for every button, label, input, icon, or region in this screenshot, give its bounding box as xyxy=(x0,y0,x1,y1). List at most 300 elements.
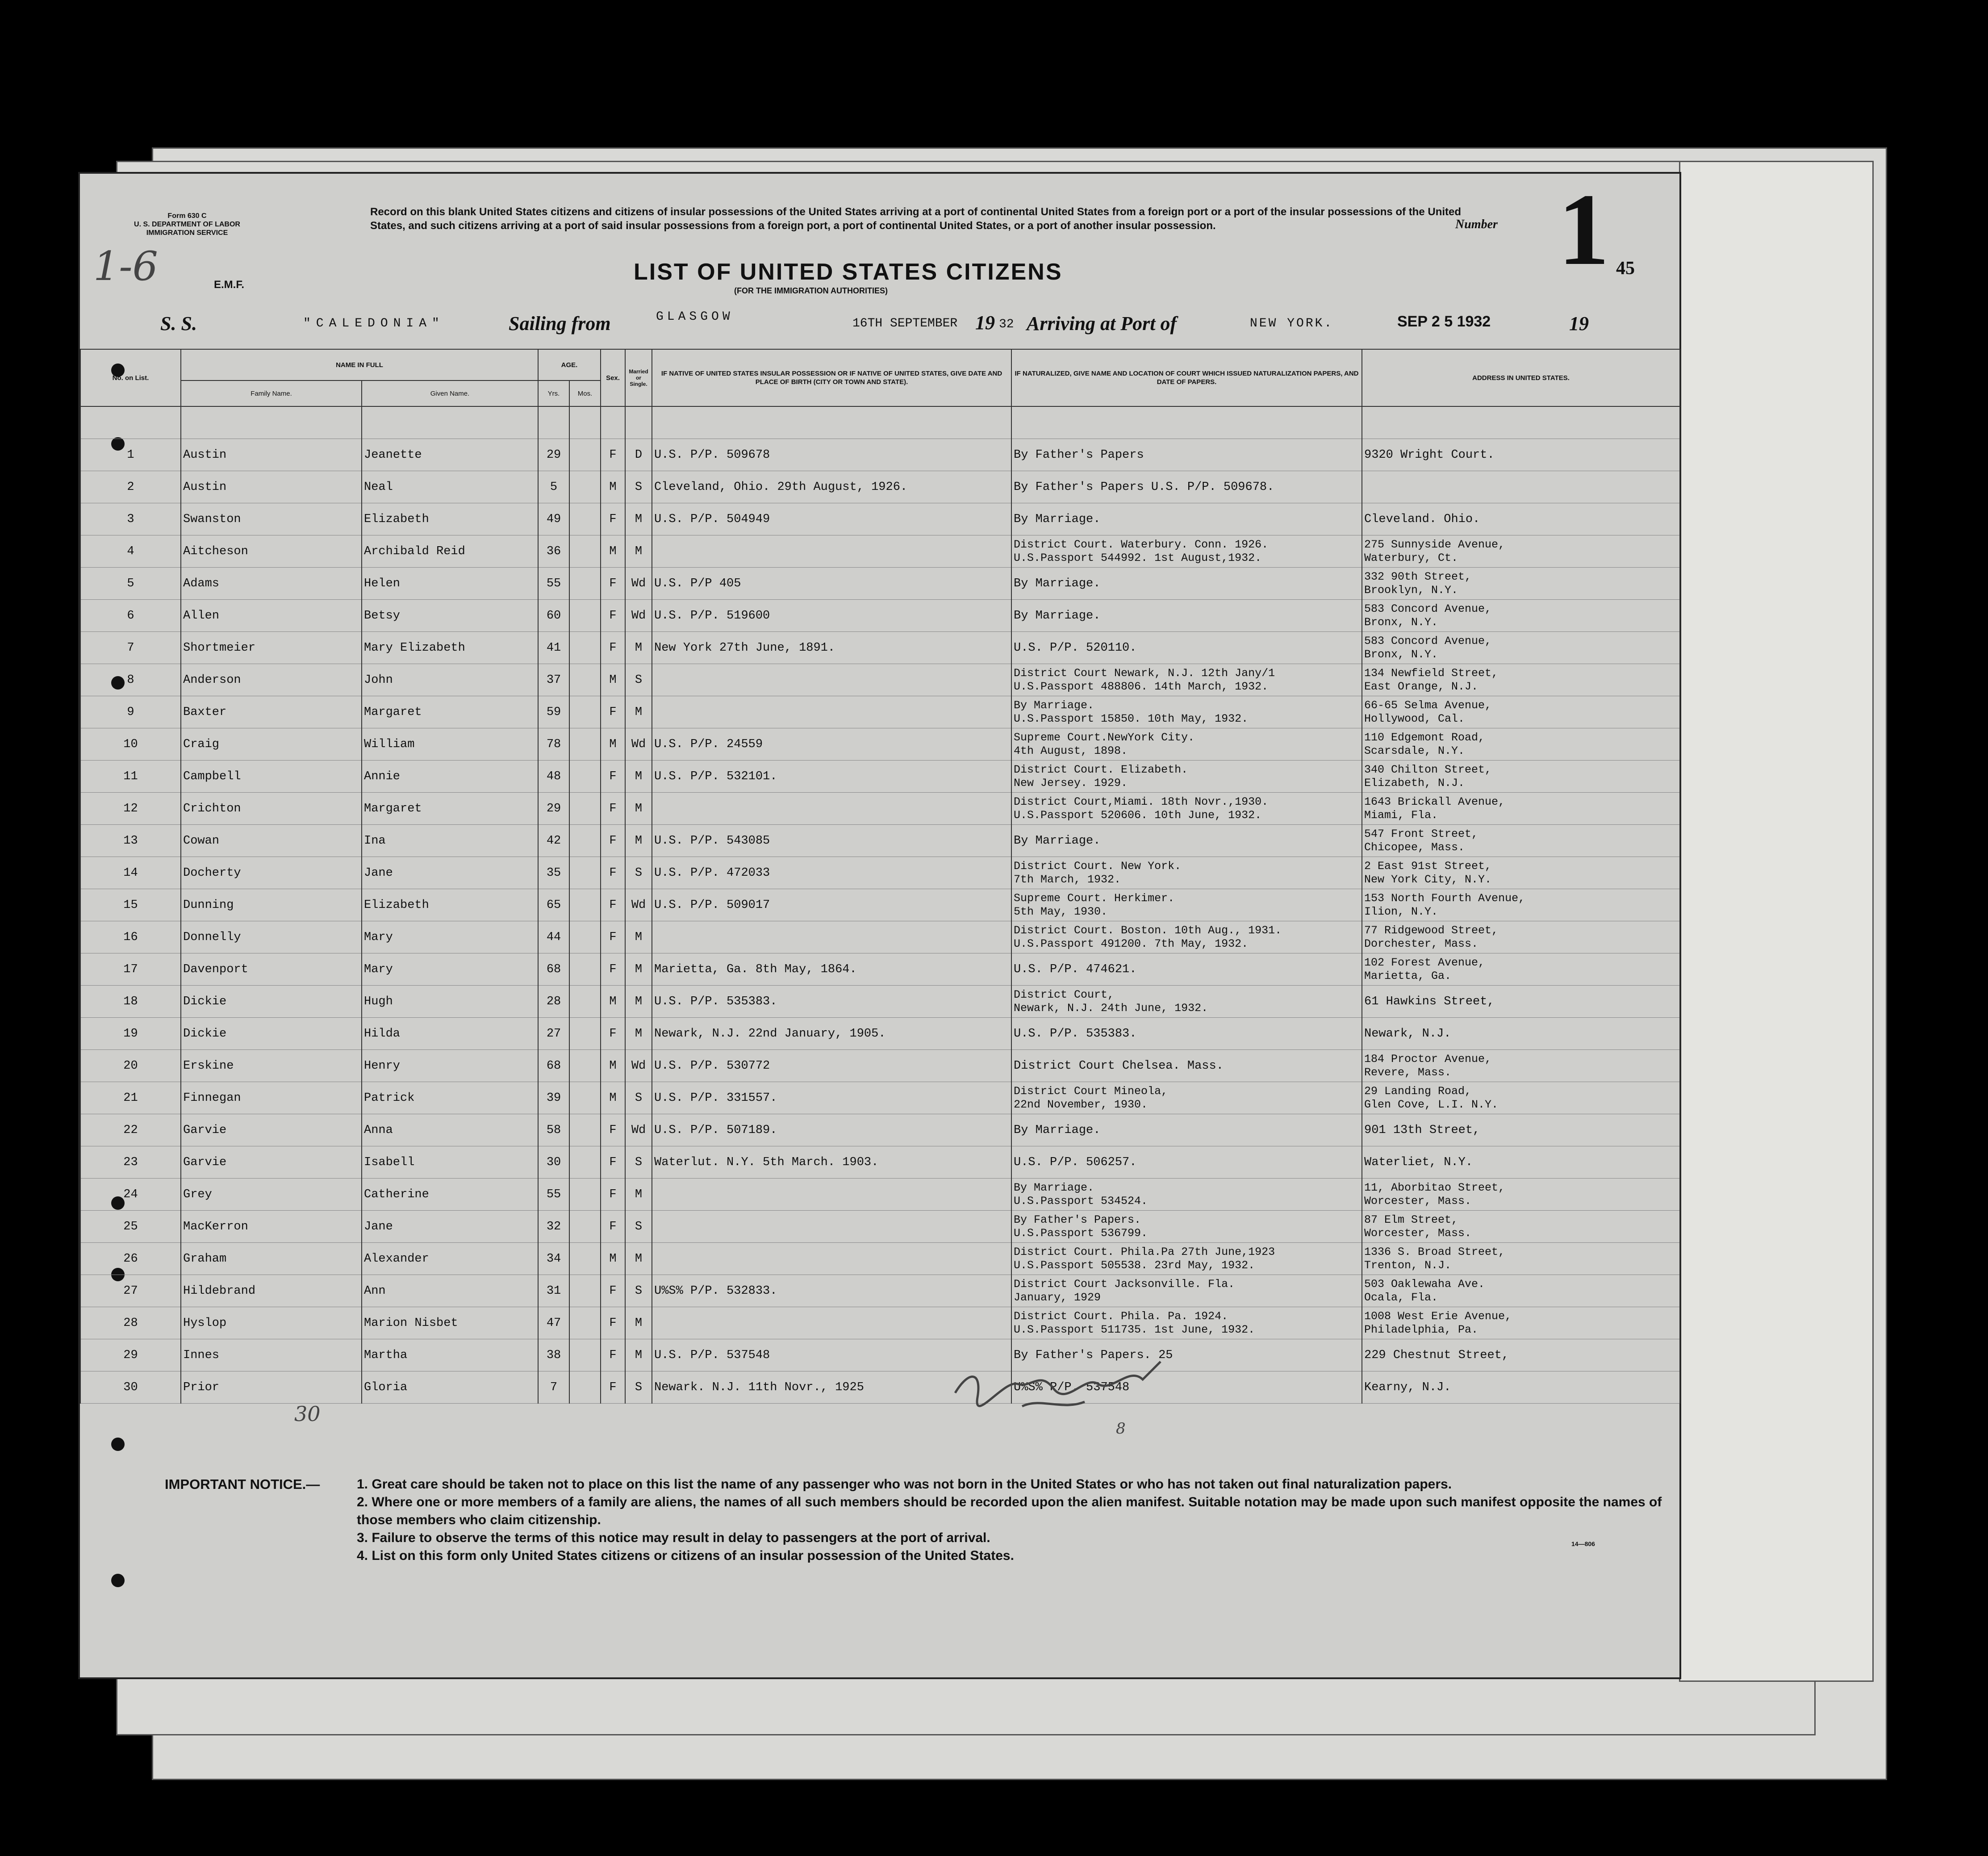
age-years: 47 xyxy=(538,1307,569,1339)
naturalization-info xyxy=(1011,1211,1362,1243)
naturalization-info-line: 7th March, 1932. xyxy=(1014,873,1121,886)
marital-status: S xyxy=(625,1211,652,1243)
initials: E.M.F. xyxy=(214,279,245,291)
sex: F xyxy=(601,1114,625,1146)
given-name: Ina xyxy=(362,825,538,857)
sailing-from-label: Sailing from xyxy=(509,313,611,334)
form-number: Form 630 C xyxy=(167,212,207,220)
family-name: Garvie xyxy=(181,1146,362,1179)
row-number: 7 xyxy=(80,632,181,664)
family-name: Dickie xyxy=(181,986,362,1018)
arriving-label: Arriving at Port of xyxy=(1027,313,1177,334)
age-years: 30 xyxy=(538,1146,569,1179)
naturalization-info: U.S. P/P. 474621. xyxy=(1011,953,1362,986)
given-name: Jane xyxy=(362,857,538,889)
birth-info xyxy=(652,921,1011,953)
address-line: Waterbury, Ct. xyxy=(1364,551,1458,564)
birth-info xyxy=(652,1243,1011,1275)
naturalization-info-line: U.S.Passport 511735. 1st June, 1932. xyxy=(1014,1323,1255,1336)
naturalization-info-line: U.S.Passport 534524. xyxy=(1014,1194,1148,1208)
age-years: 37 xyxy=(538,664,569,696)
row-number: 6 xyxy=(80,600,181,632)
age-years: 29 xyxy=(538,793,569,825)
address-line: 66-65 Selma Avenue, xyxy=(1364,698,1492,712)
row-number: 4 xyxy=(80,535,181,568)
naturalization-info-line: District Court. Waterbury. Conn. 1926. xyxy=(1014,538,1269,551)
age-months xyxy=(569,889,601,921)
address xyxy=(1362,921,1680,953)
number-label: Number xyxy=(1455,217,1498,231)
address xyxy=(1362,825,1680,857)
address xyxy=(1362,1307,1680,1339)
birth-info xyxy=(652,696,1011,728)
naturalization-info-line: U.S.Passport 520606. 10th June, 1932. xyxy=(1014,808,1262,822)
address-line: Glen Cove, L.I. N.Y. xyxy=(1364,1098,1499,1111)
address-line: Hollywood, Cal. xyxy=(1364,712,1465,725)
marital-status: M xyxy=(625,535,652,568)
naturalization-info: District Court Chelsea. Mass. xyxy=(1011,1050,1362,1082)
arrival-date-stamp: SEP 2 5 1932 xyxy=(1397,313,1491,330)
family-name: Austin xyxy=(181,439,362,471)
marital-status: S xyxy=(625,471,652,503)
age-years: 36 xyxy=(538,535,569,568)
address-line: 583 Concord Avenue, xyxy=(1364,602,1492,615)
notice-item: 3. Failure to observe the terms of this notice may result in delay to passengers at the port of arrival. xyxy=(357,1530,990,1545)
family-name: Donnelly xyxy=(181,921,362,953)
table-row xyxy=(80,825,1680,857)
year-prefix: 19 xyxy=(975,312,995,334)
marital-status: M xyxy=(625,632,652,664)
family-name: Grey xyxy=(181,1179,362,1211)
notice-items xyxy=(357,1476,1674,1565)
naturalization-info xyxy=(1011,1275,1362,1307)
address xyxy=(1362,535,1680,568)
naturalization-info-line: District Court,Miami. 18th Novr.,1930. xyxy=(1014,795,1269,808)
given-name: Margaret xyxy=(362,696,538,728)
address-line: 153 North Fourth Avenue, xyxy=(1364,891,1525,905)
address xyxy=(1362,1082,1680,1114)
birth-info: Cleveland, Ohio. 29th August, 1926. xyxy=(652,471,1011,503)
given-name: Anna xyxy=(362,1114,538,1146)
address-line: Elizabeth, N.J. xyxy=(1364,776,1465,790)
row-number: 19 xyxy=(80,1018,181,1050)
birth-info: U.S. P/P. 24559 xyxy=(652,728,1011,761)
birth-info: U.S. P/P. 509017 xyxy=(652,889,1011,921)
row-number: 25 xyxy=(80,1211,181,1243)
given-name: Mary Elizabeth xyxy=(362,632,538,664)
table-row xyxy=(80,1307,1680,1339)
age-months xyxy=(569,825,601,857)
age-years: 68 xyxy=(538,953,569,986)
naturalization-info-line: By Marriage. xyxy=(1014,698,1094,712)
marital-status: Wd xyxy=(625,600,652,632)
age-months xyxy=(569,1082,601,1114)
address: Newark, N.J. xyxy=(1362,1018,1680,1050)
address-line: East Orange, N.J. xyxy=(1364,680,1478,693)
age-months xyxy=(569,1018,601,1050)
row-number: 14 xyxy=(80,857,181,889)
naturalization-info-line: January, 1929 xyxy=(1014,1291,1101,1304)
birth-info: U.S. P/P. 472033 xyxy=(652,857,1011,889)
age-months xyxy=(569,1114,601,1146)
marital-status: S xyxy=(625,1275,652,1307)
sex: F xyxy=(601,761,625,793)
address: 229 Chestnut Street, xyxy=(1362,1339,1680,1371)
naturalization-info-line: U.S.Passport 15850. 10th May, 1932. xyxy=(1014,712,1249,725)
age-months xyxy=(569,1243,601,1275)
address-line: Philadelphia, Pa. xyxy=(1364,1323,1478,1336)
birth-info: New York 27th June, 1891. xyxy=(652,632,1011,664)
address xyxy=(1362,1211,1680,1243)
age-years: 35 xyxy=(538,857,569,889)
table-row xyxy=(80,1082,1680,1114)
address-line: 134 Newfield Street, xyxy=(1364,666,1499,680)
age-years: 39 xyxy=(538,1082,569,1114)
birth-info: U.S. P/P. 507189. xyxy=(652,1114,1011,1146)
naturalization-info: By Father's Papers U.S. P/P. 509678. xyxy=(1011,471,1362,503)
family-name: Davenport xyxy=(181,953,362,986)
address-line: Bronx, N.Y. xyxy=(1364,648,1438,661)
marital-status: Wd xyxy=(625,1114,652,1146)
address xyxy=(1362,664,1680,696)
arrival-port: NEW YORK. xyxy=(1250,317,1334,330)
age-months xyxy=(569,1050,601,1082)
header-no: No. on List. xyxy=(80,349,181,406)
form-code: 14—806 xyxy=(1571,1540,1595,1547)
row-number: 11 xyxy=(80,761,181,793)
address-line: 110 Edgemont Road, xyxy=(1364,731,1485,744)
address-line: Dorchester, Mass. xyxy=(1364,937,1478,950)
address-line: 503 Oaklewaha Ave. xyxy=(1364,1277,1485,1291)
voyage-line xyxy=(80,174,1679,352)
departure-year: 32 xyxy=(999,318,1014,331)
row-number: 3 xyxy=(80,503,181,535)
address: Kearny, N.J. xyxy=(1362,1371,1680,1404)
age-years: 5 xyxy=(538,471,569,503)
birth-info: Waterlut. N.Y. 5th March. 1903. xyxy=(652,1146,1011,1179)
ship-name: "CALEDONIA" xyxy=(303,317,445,330)
table-row xyxy=(80,1211,1680,1243)
age-months xyxy=(569,1211,601,1243)
marital-status: M xyxy=(625,1018,652,1050)
given-name: Isabell xyxy=(362,1146,538,1179)
birth-info: Newark. N.J. 11th Novr., 1925 xyxy=(652,1371,1011,1404)
given-name: John xyxy=(362,664,538,696)
age-years: 29 xyxy=(538,439,569,471)
address xyxy=(1362,728,1680,761)
age-years: 68 xyxy=(538,1050,569,1082)
birth-info: U.S. P/P. 519600 xyxy=(652,600,1011,632)
sex: M xyxy=(601,664,625,696)
list-number: 1 xyxy=(1558,172,1609,286)
age-months xyxy=(569,1339,601,1371)
birth-info xyxy=(652,1211,1011,1243)
header-sex: Sex. xyxy=(601,349,625,406)
address: 901 13th Street, xyxy=(1362,1114,1680,1146)
department-name: U. S. DEPARTMENT OF LABOR xyxy=(134,221,240,228)
birth-info: U.S. P/P 405 xyxy=(652,568,1011,600)
table-row xyxy=(80,953,1680,986)
header-name-in-full: NAME IN FULL xyxy=(181,349,538,380)
naturalization-info-line: Newark, N.J. 24th June, 1932. xyxy=(1014,1001,1208,1015)
naturalization-info: By Marriage. xyxy=(1011,1114,1362,1146)
naturalization-info-line: District Court Mineola, xyxy=(1014,1084,1168,1098)
header-years: Yrs. xyxy=(538,380,569,406)
address: Cleveland. Ohio. xyxy=(1362,503,1680,535)
service-name: IMMIGRATION SERVICE xyxy=(146,229,228,237)
address xyxy=(1362,600,1680,632)
row-number: 1 xyxy=(80,439,181,471)
header-instruction: Record on this blank United States citizens and citizens of insular possessions of the United States arriving at a port of continental United States from a foreign port or a port of the insular possessions of the United States, and such citizens arriving at a port of said insular possessions from a foreign port, a port of continental United States, or a port of another insular possession. xyxy=(370,206,1462,232)
sex: F xyxy=(601,793,625,825)
header-married-single: Married or Single. xyxy=(625,349,652,406)
notice-label: IMPORTANT NOTICE.— xyxy=(165,1476,320,1492)
family-name: MacKerron xyxy=(181,1211,362,1243)
address: Waterliet, N.Y. xyxy=(1362,1146,1680,1179)
family-name: Anderson xyxy=(181,664,362,696)
punch-hole xyxy=(111,1574,125,1587)
birth-info: U%S% P/P. 532833. xyxy=(652,1275,1011,1307)
table-row xyxy=(80,1114,1680,1146)
page-stack-front xyxy=(1679,161,1874,1682)
age-years: 42 xyxy=(538,825,569,857)
family-name: Swanston xyxy=(181,503,362,535)
naturalization-info xyxy=(1011,1179,1362,1211)
family-name: Docherty xyxy=(181,857,362,889)
header-naturalized: IF NATURALIZED, GIVE NAME AND LOCATION OF COURT WHICH ISSUED NATURALIZATION PAPERS, AND DATE OF PAPERS. xyxy=(1011,349,1362,406)
age-years: 49 xyxy=(538,503,569,535)
address-line: Chicopee, Mass. xyxy=(1364,840,1465,854)
sex: F xyxy=(601,1018,625,1050)
address-line: 1336 S. Broad Street, xyxy=(1364,1245,1505,1258)
age-years: 59 xyxy=(538,696,569,728)
sex: F xyxy=(601,1371,625,1404)
marital-status: S xyxy=(625,1371,652,1404)
marital-status: S xyxy=(625,664,652,696)
sex: F xyxy=(601,1307,625,1339)
family-name: Aitcheson xyxy=(181,535,362,568)
family-name: Crichton xyxy=(181,793,362,825)
row-number: 13 xyxy=(80,825,181,857)
naturalization-info-line: Supreme Court. Herkimer. xyxy=(1014,891,1175,905)
given-name: Catherine xyxy=(362,1179,538,1211)
address: 61 Hawkins Street, xyxy=(1362,986,1680,1018)
birth-info xyxy=(652,793,1011,825)
handwritten-mark: 8 xyxy=(1116,1420,1126,1438)
header-address: ADDRESS IN UNITED STATES. xyxy=(1362,349,1680,406)
age-months xyxy=(569,761,601,793)
notice-item: 1. Great care should be taken not to place on this list the name of any passenger who was not born in the United States or who has not taken out final naturalization papers. xyxy=(357,1477,1452,1492)
sex: F xyxy=(601,600,625,632)
ss-label: S. S. xyxy=(160,313,197,334)
given-name: Margaret xyxy=(362,793,538,825)
given-name: Helen xyxy=(362,568,538,600)
marital-status: M xyxy=(625,1179,652,1211)
marital-status: M xyxy=(625,921,652,953)
birth-info: Newark, N.J. 22nd January, 1905. xyxy=(652,1018,1011,1050)
given-name: Henry xyxy=(362,1050,538,1082)
family-name: Dunning xyxy=(181,889,362,921)
naturalization-info-line: 4th August, 1898. xyxy=(1014,744,1128,757)
naturalization-info-line: District Court Jacksonville. Fla. xyxy=(1014,1277,1235,1291)
age-years: 34 xyxy=(538,1243,569,1275)
row-number: 2 xyxy=(80,471,181,503)
row-number: 21 xyxy=(80,1082,181,1114)
address xyxy=(1362,632,1680,664)
sex: F xyxy=(601,1146,625,1179)
marital-status: M xyxy=(625,1339,652,1371)
naturalization-info-line: District Court, xyxy=(1014,988,1115,1001)
age-months xyxy=(569,1146,601,1179)
age-years: 38 xyxy=(538,1339,569,1371)
given-name: Patrick xyxy=(362,1082,538,1114)
naturalization-info-line: District Court. New York. xyxy=(1014,859,1182,873)
address xyxy=(1362,889,1680,921)
row-number: 22 xyxy=(80,1114,181,1146)
age-months xyxy=(569,568,601,600)
manifest-sheet xyxy=(78,172,1681,1679)
address xyxy=(1362,568,1680,600)
address-line: Trenton, N.J. xyxy=(1364,1258,1452,1272)
signature xyxy=(951,1353,1183,1420)
naturalization-info-line: New Jersey. 1929. xyxy=(1014,776,1128,790)
table-row xyxy=(80,1146,1680,1179)
table-row xyxy=(80,1243,1680,1275)
sex: F xyxy=(601,889,625,921)
passenger-rows xyxy=(80,406,1680,1404)
row-number: 17 xyxy=(80,953,181,986)
age-years: 7 xyxy=(538,1371,569,1404)
address-line: 1008 West Erie Avenue, xyxy=(1364,1309,1512,1323)
family-name: Craig xyxy=(181,728,362,761)
address xyxy=(1362,1050,1680,1082)
address-line: 275 Sunnyside Avenue, xyxy=(1364,538,1505,551)
address-line: 1643 Brickall Avenue, xyxy=(1364,795,1505,808)
naturalization-info-line: U.S.Passport 488806. 14th March, 1932. xyxy=(1014,680,1269,693)
given-name: Elizabeth xyxy=(362,503,538,535)
naturalization-info xyxy=(1011,761,1362,793)
sex: M xyxy=(601,1050,625,1082)
family-name: Hyslop xyxy=(181,1307,362,1339)
naturalization-info-line: District Court. Phila. Pa. 1924. xyxy=(1014,1309,1228,1323)
passenger-table xyxy=(80,349,1680,1404)
marital-status: M xyxy=(625,986,652,1018)
naturalization-info: By Marriage. xyxy=(1011,600,1362,632)
marital-status: S xyxy=(625,1082,652,1114)
table-row xyxy=(80,1339,1680,1371)
naturalization-info xyxy=(1011,664,1362,696)
address xyxy=(1362,761,1680,793)
table-row xyxy=(80,1018,1680,1050)
age-months xyxy=(569,728,601,761)
marital-status: M xyxy=(625,503,652,535)
birth-info: U.S. P/P. 537548 xyxy=(652,1339,1011,1371)
table-row xyxy=(80,889,1680,921)
marital-status: S xyxy=(625,1146,652,1179)
table-row xyxy=(80,568,1680,600)
age-months xyxy=(569,1179,601,1211)
age-years: 44 xyxy=(538,921,569,953)
naturalization-info-line: District Court. Boston. 10th Aug., 1931. xyxy=(1014,924,1282,937)
address-line: 77 Ridgewood Street, xyxy=(1364,924,1499,937)
marital-status: D xyxy=(625,439,652,471)
table-row xyxy=(80,761,1680,793)
given-name: Alexander xyxy=(362,1243,538,1275)
naturalization-info-line: U.S.Passport 491200. 7th May, 1932. xyxy=(1014,937,1249,950)
birth-info: U.S. P/P. 543085 xyxy=(652,825,1011,857)
row-number: 15 xyxy=(80,889,181,921)
row-number: 23 xyxy=(80,1146,181,1179)
row-number: 24 xyxy=(80,1179,181,1211)
address-line: 547 Front Street, xyxy=(1364,827,1478,840)
row-number: 29 xyxy=(80,1339,181,1371)
address-line: 184 Proctor Avenue, xyxy=(1364,1052,1492,1066)
naturalization-info xyxy=(1011,728,1362,761)
table-row xyxy=(80,632,1680,664)
address-line: Worcester, Mass. xyxy=(1364,1226,1472,1240)
table-row xyxy=(80,728,1680,761)
table-row xyxy=(80,1179,1680,1211)
table-row xyxy=(80,793,1680,825)
age-years: 32 xyxy=(538,1211,569,1243)
given-name: Ann xyxy=(362,1275,538,1307)
given-name: Mary xyxy=(362,921,538,953)
age-months xyxy=(569,632,601,664)
age-years: 78 xyxy=(538,728,569,761)
given-name: Elizabeth xyxy=(362,889,538,921)
naturalization-info-line: U.S.Passport 536799. xyxy=(1014,1226,1148,1240)
address-line: 583 Concord Avenue, xyxy=(1364,634,1492,648)
given-name: Neal xyxy=(362,471,538,503)
marital-status: Wd xyxy=(625,728,652,761)
sex: F xyxy=(601,632,625,664)
naturalization-info xyxy=(1011,1307,1362,1339)
address-line: Scarsdale, N.Y. xyxy=(1364,744,1465,757)
naturalization-info: By Marriage. xyxy=(1011,568,1362,600)
notice-item: 2. Where one or more members of a family are aliens, the names of all such members should be recorded upon the alien manifest. Suitable notation may be made upon such manifest opposite the names of those members who claim citizenship. xyxy=(357,1495,1662,1527)
birth-info xyxy=(652,535,1011,568)
sex: F xyxy=(601,503,625,535)
naturalization-info xyxy=(1011,1082,1362,1114)
age-years: 41 xyxy=(538,632,569,664)
page-subtitle: (FOR THE IMMIGRATION AUTHORITIES) xyxy=(734,286,888,295)
address xyxy=(1362,696,1680,728)
family-name: Graham xyxy=(181,1243,362,1275)
page-title: LIST OF UNITED STATES CITIZENS xyxy=(634,259,1063,285)
address-line: 29 Landing Road, xyxy=(1364,1084,1472,1098)
marital-status: S xyxy=(625,857,652,889)
age-months xyxy=(569,986,601,1018)
naturalization-info xyxy=(1011,793,1362,825)
sex: F xyxy=(601,1339,625,1371)
marital-status: M xyxy=(625,793,652,825)
age-years: 27 xyxy=(538,1018,569,1050)
age-months xyxy=(569,857,601,889)
address-line: Ocala, Fla. xyxy=(1364,1291,1438,1304)
naturalization-info xyxy=(1011,986,1362,1018)
row-number: 27 xyxy=(80,1275,181,1307)
sex: M xyxy=(601,986,625,1018)
naturalization-info: By Father's Papers. 25 xyxy=(1011,1339,1362,1371)
family-name: Austin xyxy=(181,471,362,503)
departure-port: GLASGOW xyxy=(656,310,734,324)
row-number: 5 xyxy=(80,568,181,600)
naturalization-info-line: District Court. Phila.Pa 27th June,1923 xyxy=(1014,1245,1275,1258)
birth-info xyxy=(652,1179,1011,1211)
table-row xyxy=(80,1050,1680,1082)
sex: F xyxy=(601,568,625,600)
naturalization-info-line: 22nd November, 1930. xyxy=(1014,1098,1148,1111)
